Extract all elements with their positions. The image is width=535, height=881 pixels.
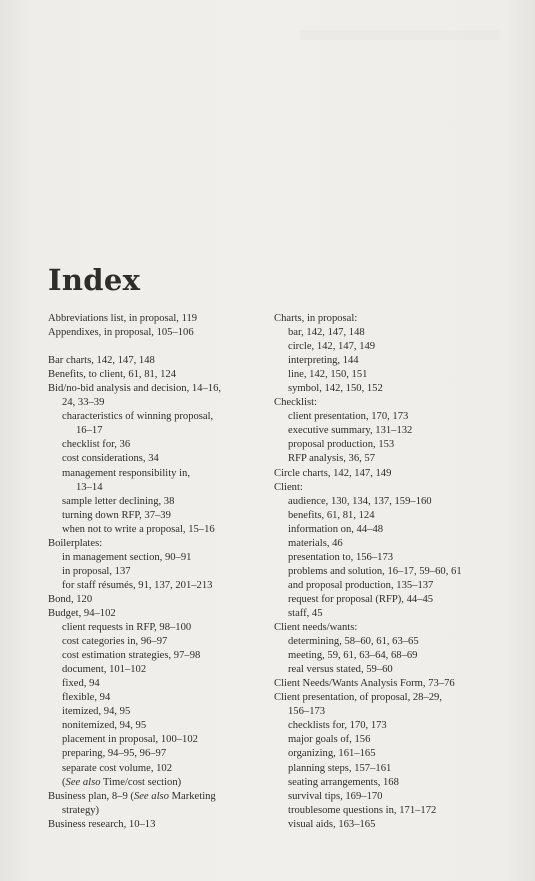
index-entry: Bid/no-bid analysis and decision, 14–16, [48,383,222,395]
index-subentry: executive summary, 131–132 [288,425,413,437]
index-subentry: nonitemized, 94, 95 [62,720,147,732]
index-entry-continuation: 156–173 [288,706,326,718]
index-subentry: cost estimation strategies, 97–98 [62,650,201,662]
index-entry: Client presentation, of proposal, 28–29, [274,692,442,704]
index-subentry: bar, 142, 147, 148 [288,327,365,339]
index-subentry: seating arrangements, 168 [288,776,399,788]
index-entry: Circle charts, 142, 147, 149 [274,467,392,479]
index-subentry: characteristics of winning proposal, [62,411,214,423]
index-gap [48,340,263,354]
index-subentry: presentation to, 156–173 [288,551,394,563]
index-subentry: proposal production, 153 [288,439,395,451]
index-subentry: placement in proposal, 100–102 [62,734,198,746]
index-subentry: (See also Time/cost section) [62,776,182,788]
index-subentry: client presentation, 170, 173 [288,411,409,423]
index-subentry: sample letter declining, 38 [62,495,175,507]
index-entry: Business plan, 8–9 (See also Marketing [48,790,216,802]
index-subentry: preparing, 94–95, 96–97 [62,748,167,760]
index-subentry: and proposal production, 135–137 [288,579,434,591]
index-entry: Budget, 94–102 [48,607,116,619]
index-entry-continuation: 16–17 [76,425,103,437]
index-entry: Charts, in proposal: [274,313,358,324]
index-subentry: when not to write a proposal, 15–16 [62,523,215,535]
index-subentry: interpreting, 144 [288,355,359,367]
index-entry: Boilerplates: [48,537,103,549]
index-subentry: line, 142, 150, 151 [288,369,368,381]
index-entry: Benefits, to client, 61, 81, 124 [48,369,176,381]
index-subentry: document, 101–102 [62,664,147,676]
index-subentry: major goals of, 156 [288,734,371,746]
index-subentry: materials, 46 [288,537,343,549]
index-entry: Client Needs/Wants Analysis Form, 73–76 [274,678,455,690]
index-subentry: planning steps, 157–161 [288,762,392,774]
index-entry: Bar charts, 142, 147, 148 [48,355,155,367]
index-entry: Appendixes, in proposal, 105–106 [48,327,194,339]
index-subentry: client requests in RFP, 98–100 [62,622,192,634]
index-subentry: benefits, 61, 81, 124 [288,509,375,521]
index-entry: Checklist: [274,397,317,409]
index-subentry: turning down RFP, 37–39 [62,509,171,521]
index-subentry: information on, 44–48 [288,523,384,535]
index-subentry: request for proposal (RFP), 44–45 [288,593,434,605]
index-entry-continuation: 13–14 [76,481,103,493]
index-subentry: flexible, 94 [62,692,111,704]
index-subentry: visual aids, 163–165 [288,818,376,830]
index-subentry: circle, 142, 147, 149 [288,341,376,353]
index-subentry: problems and solution, 16–17, 59–60, 61 [288,565,462,577]
index-subentry: in management section, 90–91 [62,551,192,563]
index-entry: Business research, 10–13 [48,818,156,830]
index-subentry: survival tips, 169–170 [288,790,383,802]
index-subentry: audience, 130, 134, 137, 159–160 [288,495,432,507]
index-subentry: fixed, 94 [62,678,100,690]
index-subentry: troublesome questions in, 171–172 [288,804,437,816]
index-subentry: RFP analysis, 36, 57 [288,453,376,465]
index-subentry: symbol, 142, 150, 152 [288,383,383,395]
index-subentry: management responsibility in, [62,467,190,479]
index-subentry: meeting, 59, 61, 63–64, 68–69 [288,650,418,662]
index-subentry: cost considerations, 34 [62,453,159,465]
index-subentry: separate cost volume, 102 [62,762,173,774]
index-entry-continuation: strategy) [62,804,100,816]
index-column-right [274,312,499,832]
index-subentry: checklists for, 170, 173 [288,720,387,732]
index-entry: Client: [274,481,303,493]
index-subentry: in proposal, 137 [62,565,131,577]
index-entry: Abbreviations list, in proposal, 119 [48,313,198,324]
index-subentry: checklist for, 36 [62,439,131,451]
index-subentry: organizing, 161–165 [288,748,376,760]
index-entry: Bond, 120 [48,593,93,605]
index-subentry: for staff résumés, 91, 137, 201–213 [62,579,213,591]
index-entry-continuation: 24, 33–39 [62,397,105,409]
page-title: Index [48,263,141,298]
index-entry: Client needs/wants: [274,622,358,634]
index-subentry: determining, 58–60, 61, 63–65 [288,636,419,648]
index-subentry: real versus stated, 59–60 [288,664,393,676]
bleed-through-texture [300,30,500,40]
index-subentry: cost categories in, 96–97 [62,636,168,648]
index-column-left [48,312,263,832]
index-subentry: staff, 45 [288,607,323,619]
index-subentry: itemized, 94, 95 [62,706,131,718]
